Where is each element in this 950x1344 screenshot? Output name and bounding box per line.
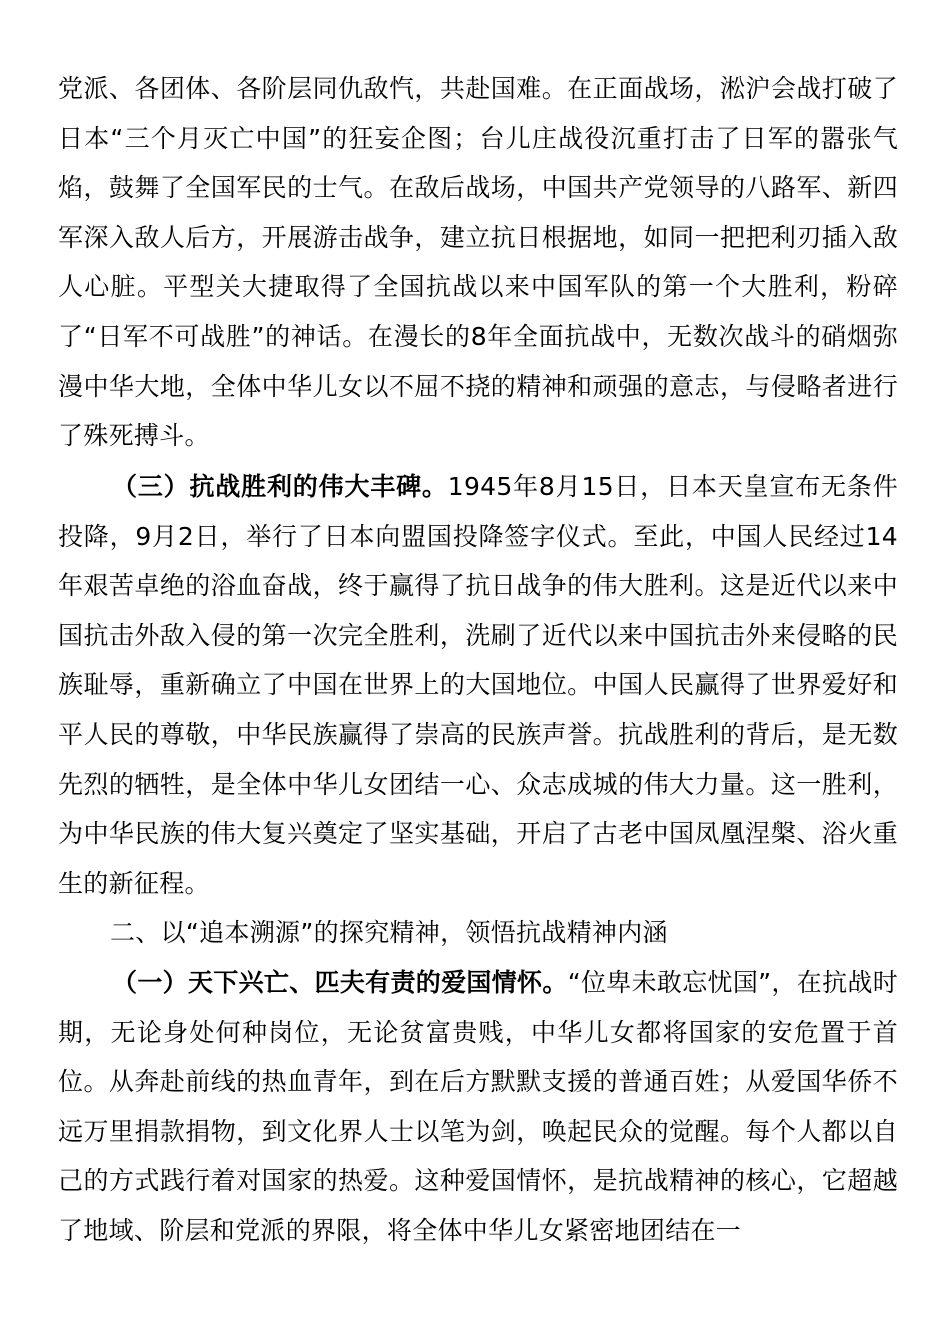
section-heading-2: [58, 908, 898, 958]
paragraph-text: 党派、各团体、各阶层同仇敌忾，共赴国难。在正面战场，淞沪会战打破了日本“三个月灭亡中国”的狂妄企图；台儿庄战役沉重打击了日军的嚣张气焰，鼓舞了全国军民的士气。在敌后战场，中国共产党领导的八路军、新四军深入敌人后方，开展游击战争，建立抗日根据地，如同一把把利刃插入敌人心脏。平型关大捷取得了全国抗战以来中国军队的第一个大胜利，粉碎了“日军不可战胜”的神话。在漫长的8年全面抗战中，无数次战斗的硝烟弥漫中华大地，全体中华儿女以不屈不挠的精神和顽强的意志，与侵略者进行了殊死搏斗。: [58, 74, 898, 451]
paragraph-body: [58, 958, 898, 1256]
paragraph-text: “位卑未敢忘忧国”，在抗战时期，无论身处何种岗位，无论贫富贵贱，中华儿女都将国家的安危置于首位。从奔赴前线的热血青年，到在后方默默支援的普通百姓；从爱国华侨不远万里捐款捐物，到文化界人士以笔为剑，唤起民众的觉醒。每个人都以自己的方式践行着对国家的热爱。这种爱国情怀，是抗战精神的核心，它超越了地域、阶层和党派的界限，将全体中华儿女紧密地团结在一: [58, 968, 898, 1245]
subsection-title-1: （一）天下兴亡、匹夫有责的爱国情怀。: [112, 968, 568, 997]
paragraph-text: 1945年8月15日，日本天皇宣布无条件投降，9月2日，举行了日本向盟国投降签字仪式。至此，中国人民经过14年艰苦卓绝的浴血奋战，终于赢得了抗日战争的伟大胜利。这是近代以来中国抗击外敌入侵的第一次完全胜利，洗刷了近代以来中国抗击外来侵略的民族耻辱，重新确立了中国在世界上的大国地位。中国人民赢得了世界爱好和平人民的尊敬，中华民族赢得了崇高的民族声誉。抗战胜利的背后，是无数先烈的牺牲，是全体中华儿女团结一心、众志成城的伟大力量。这一胜利，为中华民族的伟大复兴奠定了坚实基础，开启了古老中国凤凰涅槃、浴火重生的新征程。: [58, 472, 898, 898]
subsection-title-3: （三）抗战胜利的伟大丰碑。: [112, 472, 448, 501]
paragraph-continuation: [58, 64, 898, 461]
paragraph-patriotism: [58, 958, 898, 1256]
paragraph-victory-monument: [58, 462, 898, 908]
section-heading-text: 二、以“追本溯源”的探究精神，领悟抗战精神内涵: [110, 918, 668, 947]
paragraph-body: [58, 462, 898, 908]
